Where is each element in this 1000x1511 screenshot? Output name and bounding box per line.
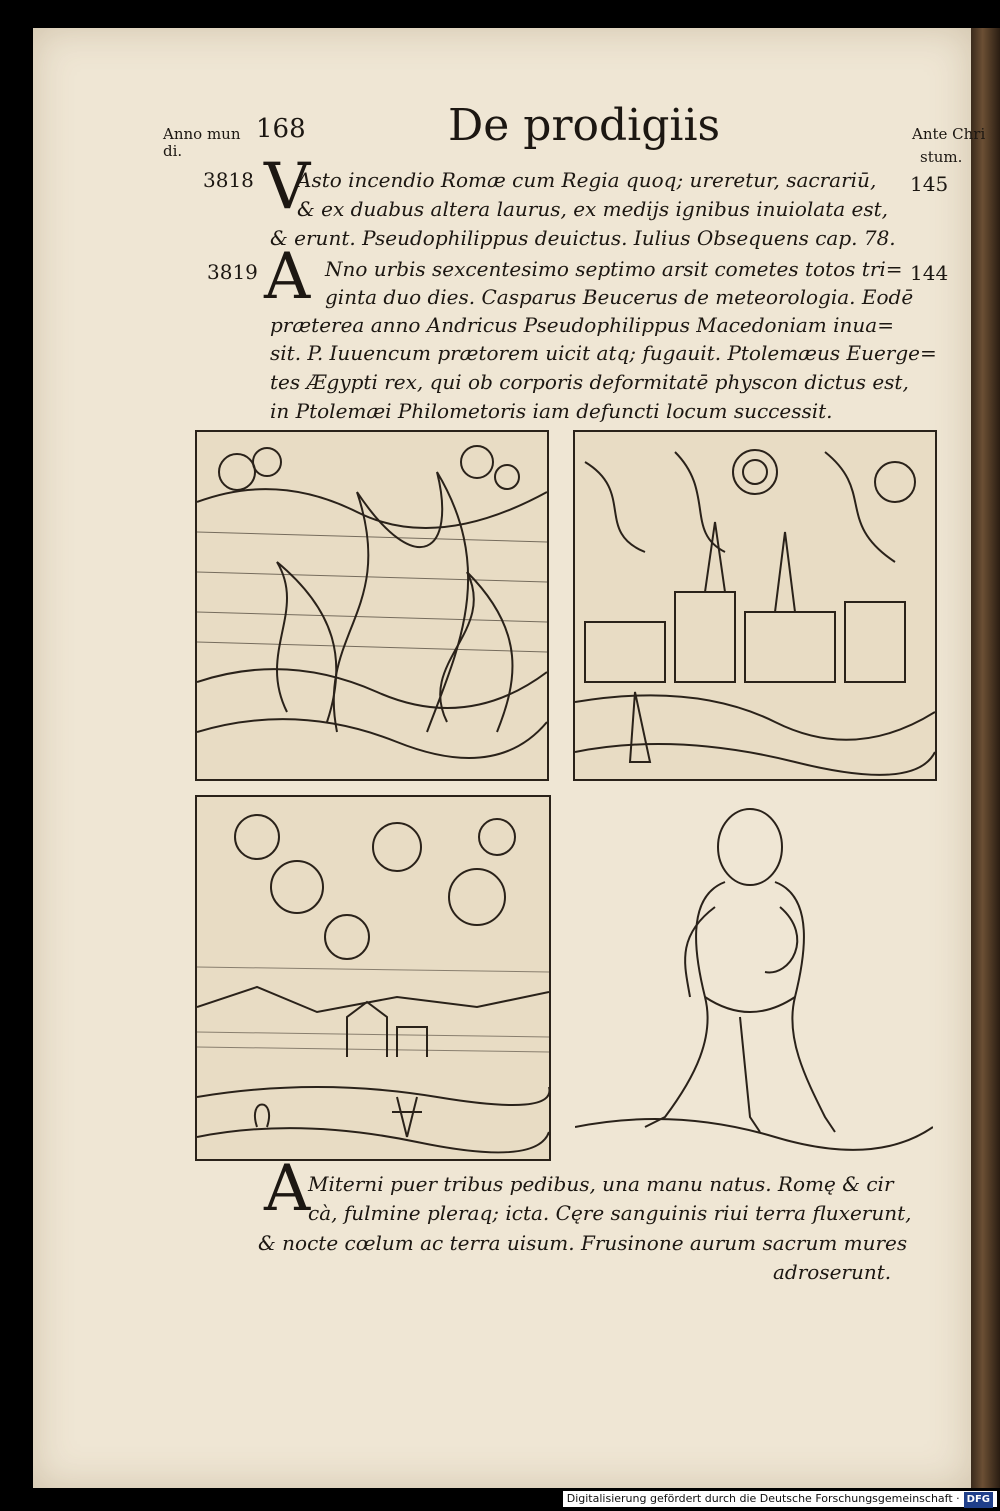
year-mundi-1: 3818 (203, 168, 254, 192)
page-number: 168 (256, 114, 306, 144)
woodcut-fire-landscape (195, 430, 549, 781)
text-line: Asto incendio Romæ cum Regia quoq; ureretur, sacrariū, (297, 168, 877, 192)
text-line: adroserunt. (773, 1260, 892, 1284)
text-line: ginta duo dies. Casparus Beucerus de meteorologia. Eodē (325, 285, 914, 309)
text-line: in Ptolemæi Philometoris iam defuncti locum successit. (270, 399, 833, 423)
text-line: sit. P. Iuuencum prætorem uicit atq; fugauit. Ptolemæus Euerge= (270, 341, 937, 365)
drop-cap-2: A (264, 240, 311, 314)
funding-credit (563, 1491, 997, 1507)
text-line: & ex duabus altera laurus, ex medijs ignibus inuiolata est, (297, 197, 889, 221)
text-line: cà, fulmine pleraq; icta. Cęre sanguinis riui terra fluxerunt, (308, 1201, 912, 1225)
text-line: & nocte cœlum ac terra uisum. Frusinone aurum sacrum mures (258, 1231, 908, 1255)
margin-label-right: Ante Chri (912, 125, 986, 143)
year-mundi-2: 3819 (207, 260, 258, 284)
text-line: & erunt. Pseudophilippus deuictus. Iulius Obsequens cap. 78. (270, 226, 896, 250)
drop-cap-1: V (264, 150, 311, 224)
margin-label-left-cont: di. (163, 142, 183, 160)
year-bc-1: 145 (910, 172, 949, 196)
text-line: tes Ægypti rex, qui ob corporis deformitatē physcon dictus est, (270, 370, 909, 394)
text-line: præterea anno Andricus Pseudophilippus Macedoniam inua= (270, 313, 894, 337)
dfg-logo: DFG (964, 1492, 993, 1508)
page-title: De prodigiis (448, 100, 721, 151)
margin-label-right-cont: stum. (920, 148, 963, 166)
text-line: Miterni puer tribus pedibus, una manu natus. Romę & cir (308, 1172, 894, 1196)
year-bc-2: 144 (910, 261, 949, 285)
woodcut-burning-city (573, 430, 937, 781)
funding-credit-text: Digitalisierung gefördert durch die Deutsche Forschungsgemeinschaft · (566, 1492, 960, 1505)
text-line: Nno urbis sexcentesimo septimo arsit cometes totos tri= (325, 257, 903, 281)
margin-label-left: Anno mun (163, 125, 241, 143)
woodcut-sky-town (195, 795, 551, 1161)
drop-cap-3: A (264, 1152, 311, 1226)
woodcut-three-footed-child (573, 795, 935, 1161)
book-binding (971, 28, 1000, 1488)
